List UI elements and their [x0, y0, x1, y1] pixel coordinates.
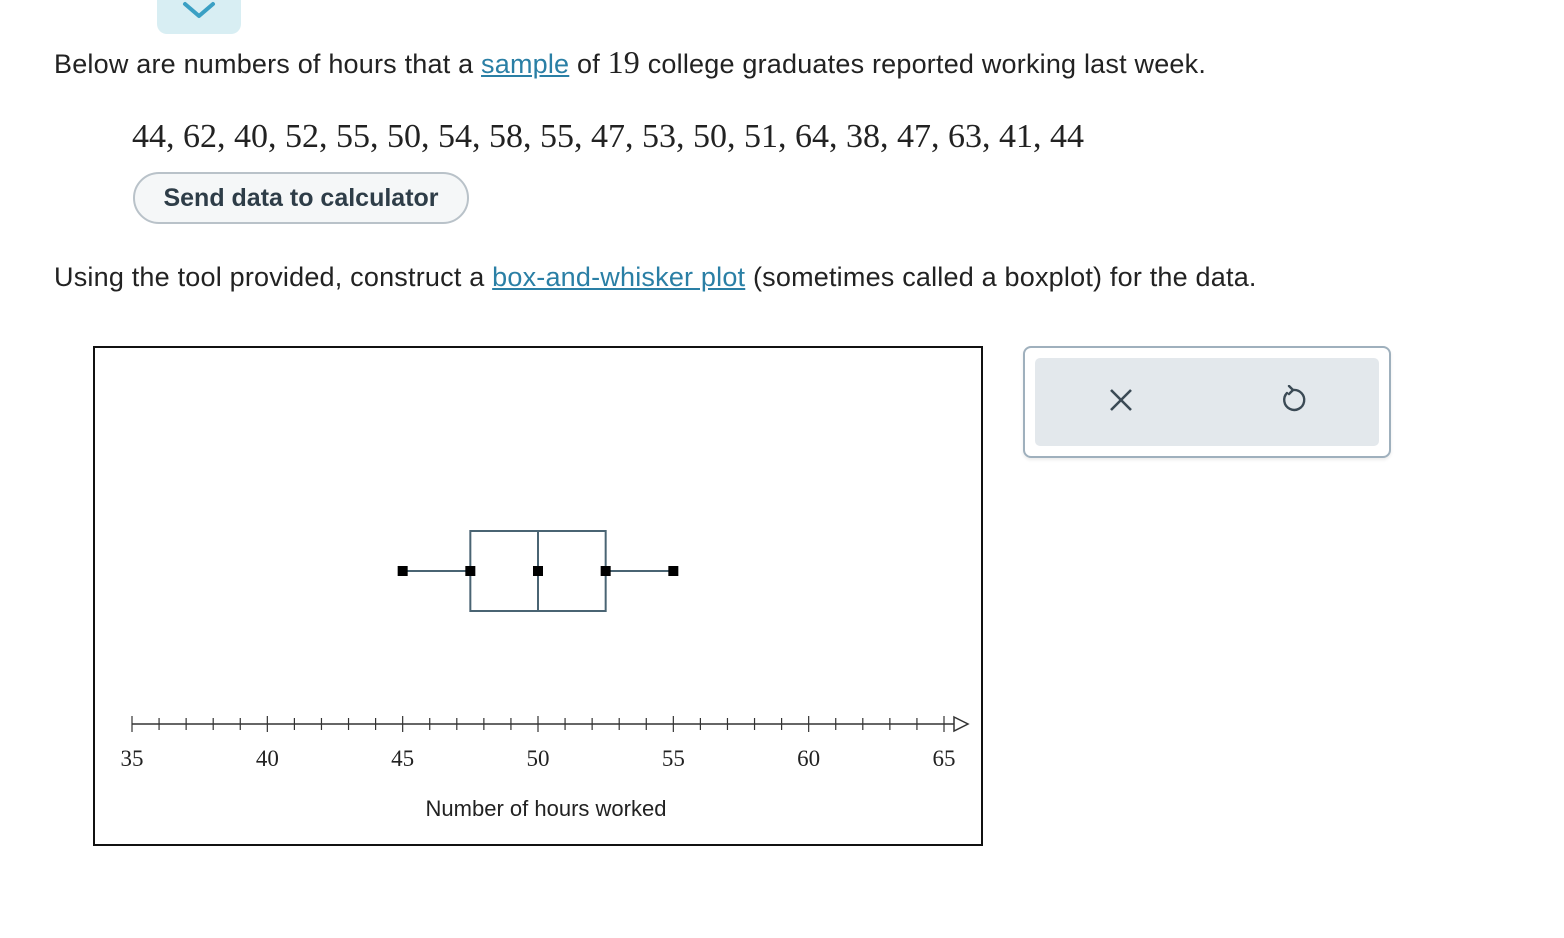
tick-label: 50	[526, 746, 550, 771]
data-values: 44, 62, 40, 52, 55, 50, 54, 58, 55, 47, 53, 50, 51, 64, 38, 47, 63, 41, 44	[132, 118, 1084, 155]
tick-label: 55	[661, 746, 685, 771]
tick-label: 40	[255, 746, 279, 771]
intro-text-part: Below are numbers of hours that a	[54, 49, 482, 79]
instruction-text	[54, 262, 1257, 293]
undo-icon	[1278, 385, 1308, 420]
tools-panel	[1023, 346, 1391, 458]
max-handle[interactable]	[668, 566, 678, 576]
sample-link[interactable]: sample	[481, 49, 570, 79]
tick-label: 35	[120, 746, 144, 771]
sample-size: 19	[607, 44, 641, 80]
q1-handle[interactable]	[465, 566, 475, 576]
instruction-text-part: (sometimes called a boxplot) for the data.	[745, 262, 1257, 292]
axis-arrow	[954, 717, 968, 731]
tools-toolbar	[1035, 358, 1379, 446]
boxplot-link[interactable]: box-and-whisker plot	[492, 262, 746, 292]
instruction-text-part: Using the tool provided, construct a	[54, 262, 493, 292]
chevron-down-icon	[181, 0, 217, 25]
min-handle[interactable]	[398, 566, 408, 576]
close-icon	[1107, 386, 1135, 419]
clear-button[interactable]	[1099, 380, 1143, 424]
q3-handle[interactable]	[601, 566, 611, 576]
median-handle[interactable]	[533, 566, 543, 576]
tick-label: 60	[797, 746, 821, 771]
reset-button[interactable]	[1271, 380, 1315, 424]
intro-text-part: of	[569, 49, 608, 79]
send-data-button[interactable]: Send data to calculator	[133, 172, 469, 224]
tick-label: 65	[932, 746, 956, 771]
boxplot-canvas[interactable]	[93, 346, 983, 846]
tick-label: 45	[391, 746, 415, 771]
boxplot-svg	[95, 348, 981, 844]
intro-text-part: college graduates reported working last week.	[640, 49, 1207, 79]
x-axis-title: Number of hours worked	[425, 796, 667, 821]
collapse-tab[interactable]	[157, 0, 241, 34]
intro-text	[54, 44, 1206, 81]
